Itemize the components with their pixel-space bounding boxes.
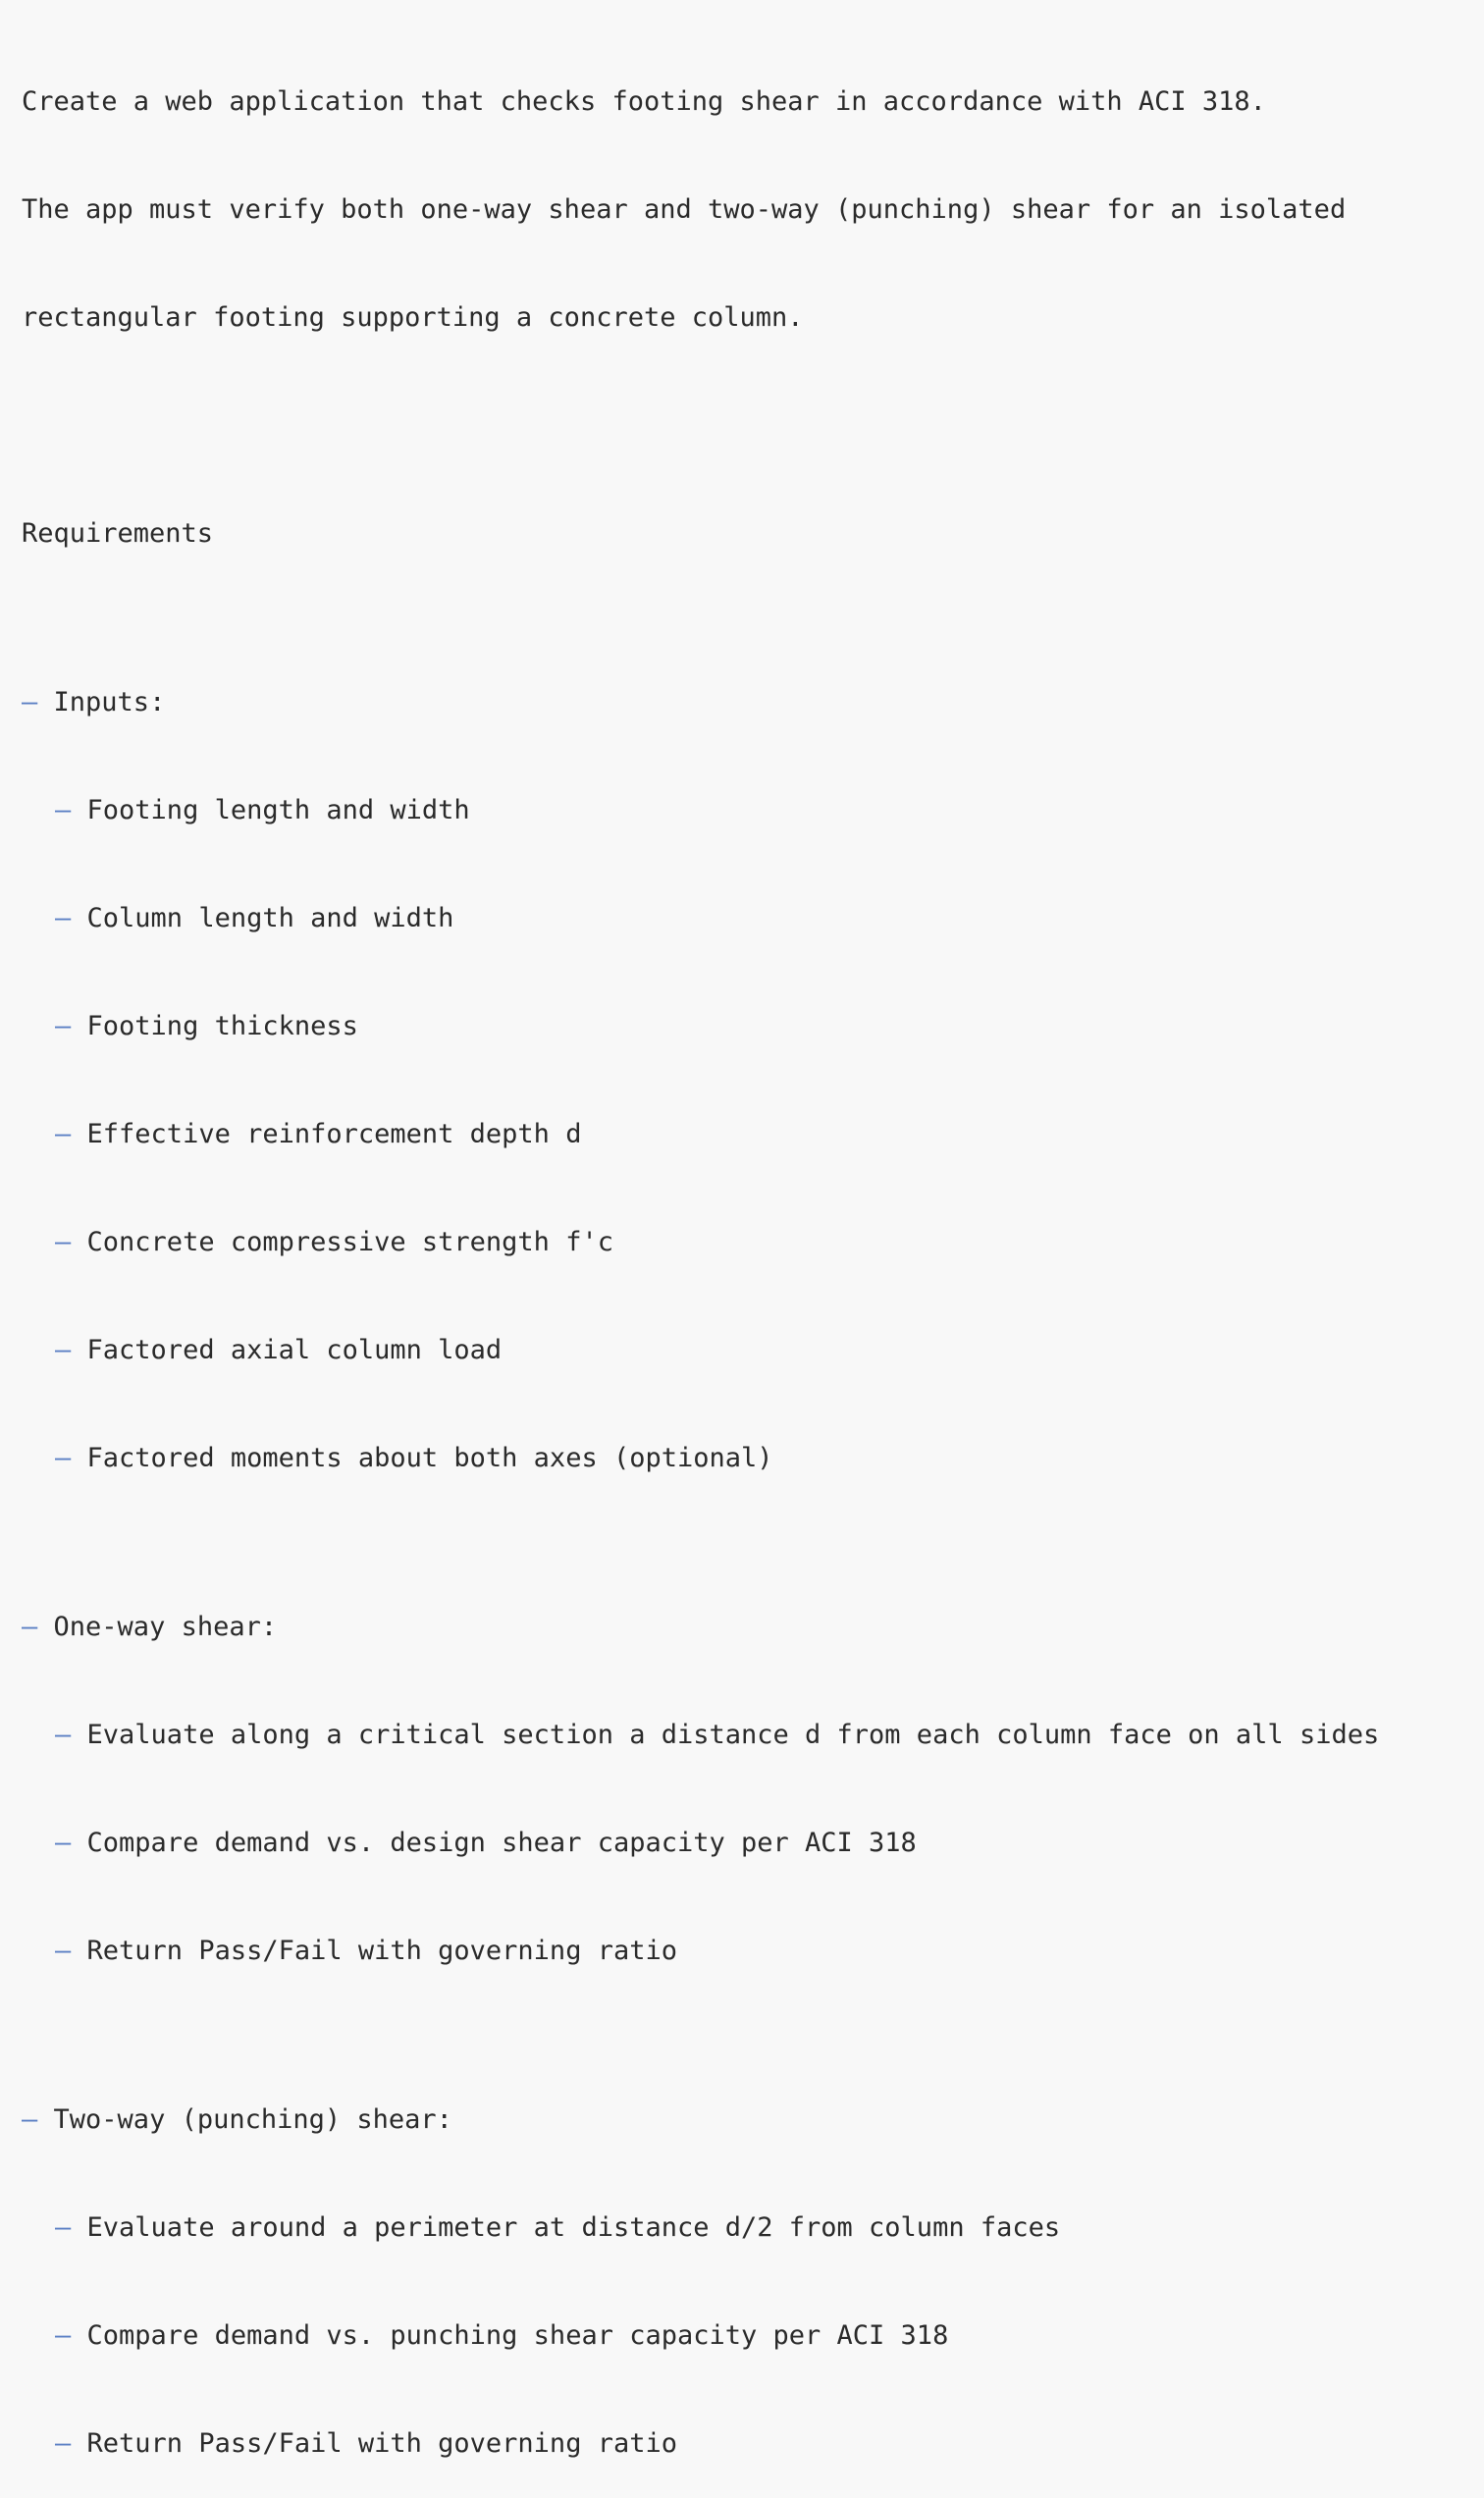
dash-bullet: – (55, 1936, 72, 1966)
dash-bullet: – (55, 1443, 72, 1473)
list-item-text: Concrete compressive strength f'c (86, 1227, 613, 1257)
list-item-text: Evaluate along a critical section a distance d from each column face on all sides (86, 1720, 1380, 1750)
dash-bullet: – (55, 1335, 72, 1365)
list-item-text: Return Pass/Fail with governing ratio (86, 1936, 677, 1966)
intro-line-3: rectangular footing supporting a concrete column. (22, 302, 804, 333)
intro-line-2: The app must verify both one-way shear and two-way (punching) shear for an isolated (22, 194, 1347, 225)
dash-bullet: – (55, 1011, 72, 1041)
list-item-text: Footing thickness (86, 1011, 358, 1041)
list-item (22, 2205, 1484, 2252)
requirements-heading: Requirements (22, 518, 214, 549)
dash-bullet: – (55, 2320, 72, 2351)
dash-bullet: – (22, 687, 38, 718)
intro-line-1: Create a web application that checks footing shear in accordance with ACI 318. (22, 86, 1266, 117)
dash-bullet: – (55, 1119, 72, 1149)
list-item (22, 2420, 1484, 2468)
list-item-text: Compare demand vs. design shear capacity per ACI 318 (86, 1828, 917, 1858)
list-item-text: Return Pass/Fail with governing ratio (86, 2428, 677, 2459)
list-item-text: Effective reinforcement depth d (86, 1119, 582, 1149)
dash-bullet: – (22, 1612, 38, 1642)
dash-bullet: – (22, 2104, 38, 2135)
list-item-text: Factored axial column load (86, 1335, 503, 1365)
list-item-text: Evaluate around a perimeter at distance d/2 from column faces (86, 2212, 1061, 2243)
section-two-way-shear (22, 2097, 1484, 2144)
list-item (22, 1327, 1484, 1374)
list-item (22, 1820, 1484, 1867)
list-item (22, 895, 1484, 942)
list-item (22, 1111, 1484, 1158)
list-item (22, 1435, 1484, 1482)
list-item (22, 1928, 1484, 1975)
list-item-text: Factored moments about both axes (optional) (86, 1443, 773, 1473)
dash-bullet: – (55, 1227, 72, 1257)
list-item (22, 1219, 1484, 1266)
list-item (22, 1712, 1484, 1759)
section-label: One-way shear: (53, 1612, 278, 1642)
dash-bullet: – (55, 903, 72, 933)
list-item (22, 2312, 1484, 2360)
section-label: Inputs: (53, 687, 166, 718)
dash-bullet: – (55, 1828, 72, 1858)
blank-line (22, 402, 1484, 450)
section-inputs (22, 679, 1484, 726)
section-one-way-shear (22, 1604, 1484, 1651)
list-item-text: Compare demand vs. punching shear capacity per ACI 318 (86, 2320, 949, 2351)
section-label: Two-way (punching) shear: (53, 2104, 452, 2135)
dash-bullet: – (55, 2428, 72, 2459)
list-item-text: Column length and width (86, 903, 454, 933)
dash-bullet: – (55, 2212, 72, 2243)
dash-bullet: – (55, 1720, 72, 1750)
dash-bullet: – (55, 795, 72, 825)
list-item-text: Footing length and width (86, 795, 470, 825)
list-item (22, 1003, 1484, 1050)
list-item (22, 787, 1484, 834)
